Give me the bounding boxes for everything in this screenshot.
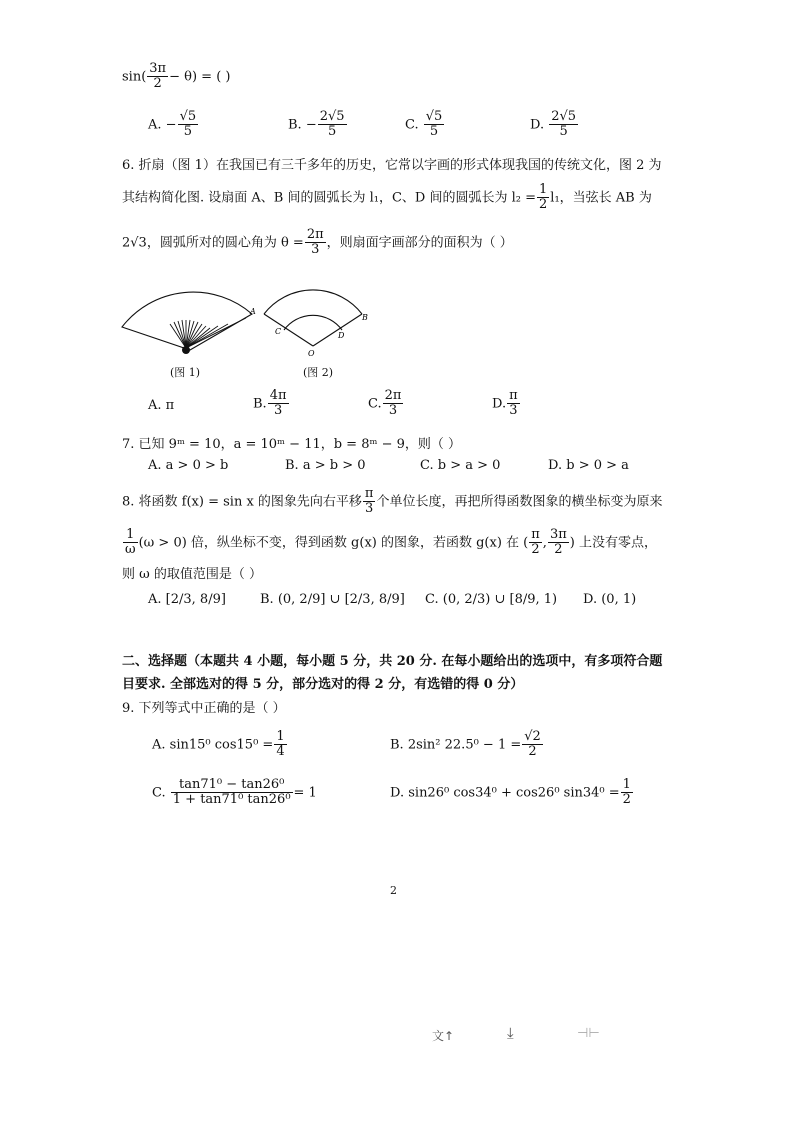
fig1-caption: (图 1) <box>170 366 201 379</box>
q6-option-a: A. π <box>148 398 175 413</box>
q5-stem <box>122 62 230 92</box>
q9-option-c: C. $\frac{\text{tan71⁰ − tan26⁰}}{\text{1 + tan71⁰ tan26⁰}}$ = 1 <box>152 777 317 808</box>
q8-option-c: C. (0, 2/3) ∪ [8/9, 1) <box>425 592 558 607</box>
q7-option-a: A. a > 0 > b <box>148 458 229 473</box>
q9-option-a: A. sin15⁰ cos15⁰ = $\frac{1}{4}$ <box>152 729 285 760</box>
split-icon[interactable]: ⊣⊢ <box>577 1026 600 1041</box>
section2-line2: 目要求. 全部选对的得 5 分，部分选对的得 2 分，有选错的得 0 分） <box>122 677 524 692</box>
q6-line2: 其结构简化图. 设扇面 A、B 间的圆弧长为 l₁，C、D 间的圆弧长为 l₂ = $\frac{1}{2}$ l₁，当弦长 AB 为 <box>122 182 652 213</box>
q6-option-b: B. $\frac{4\pi}{3}$ <box>253 388 287 419</box>
q8-line1: 8. 将函数 f(x) = sin x 的图象先向右平移 $\frac{\pi}{3}$ 个单位长度，再把所得函数图象的横坐标变为原来 <box>122 486 663 517</box>
q7-stem: 7. 已知 9ᵐ = 10，a = 10ᵐ − 11，b = 8ᵐ − 9，则（ ） <box>122 437 462 452</box>
q8-line2: $\frac{1}{\omega}$ (ω > 0) 倍，纵坐标不变，得到函数 g(x) 的图象，若函数 g(x) 在 ( $\frac{\pi}{2}$ , $\frac{3\pi}{2}$ ) 上没有零点， <box>125 527 657 558</box>
fan1-label-a: A <box>250 307 256 316</box>
q8-option-b: B. (0, 2/9] ∪ [2/3, 8/9] <box>260 592 405 607</box>
q9-option-b: B. 2sin² 22.5⁰ − 1 = $\frac{√2}{2}$ <box>390 729 541 760</box>
q7-option-b: B. a > b > 0 <box>285 458 366 473</box>
q8-option-d: D. (0, 1) <box>583 592 637 607</box>
q5-option-d: D. $\frac{2√5}{5}$ <box>530 109 577 140</box>
q6-option-d: D. $\frac{\pi}{3}$ <box>492 388 518 419</box>
fig2-caption: (图 2) <box>303 366 334 379</box>
fig2-label-d: D <box>338 331 345 340</box>
fan-figure-1 <box>118 272 258 360</box>
fig2-label-o: O <box>308 349 315 358</box>
q5-stem-frac: $\frac{3\pi}{2}$ <box>149 61 167 92</box>
q9-option-d: D. sin26⁰ cos34⁰ + cos26⁰ sin34⁰ = $\frac{1}{2}$ <box>390 777 631 808</box>
q5-option-a: A. − $\frac{√5}{5}$ <box>148 109 197 140</box>
text-direction-icon[interactable]: 文↑ <box>432 1029 455 1043</box>
q7-option-c: C. b > a > 0 <box>420 458 501 473</box>
q7-option-d: D. b > 0 > a <box>548 458 629 473</box>
q8-line3: 则 ω 的取值范围是（ ） <box>122 567 262 582</box>
section2-line1: 二、选择题（本题共 4 小题，每小题 5 分，共 20 分. 在每小题给出的选项中，有多项符合题 <box>122 654 663 669</box>
q5-option-b: B. − $\frac{2√5}{5}$ <box>288 109 345 140</box>
q6-line1: 6. 折扇（图 1）在我国已有三千多年的历史，它常以字画的形式体现我国的传统文化，图 2 为 <box>122 158 662 173</box>
page-number: 2 <box>390 884 397 897</box>
fan-figure-2 <box>258 272 378 360</box>
download-icon[interactable]: ⤓ <box>507 1024 514 1042</box>
q5-option-c: C. $\frac{√5}{5}$ <box>405 109 443 140</box>
q6-option-c: C. $\frac{2\pi}{3}$ <box>368 388 402 419</box>
fig2-label-c: C <box>275 327 282 336</box>
q5-stem-prefix: sin( <box>122 69 147 85</box>
q8-option-a: A. [2/3, 8/9] <box>148 592 226 607</box>
q5-stem-suffix: − θ) = ( ) <box>169 69 231 85</box>
q6-line3: 2√3，圆弧所对的圆心角为 θ = $\frac{2\pi}{3}$ ，则扇面字画部分的面积为（ ） <box>122 227 513 258</box>
q9-stem: 9. 下列等式中正确的是（ ） <box>122 701 286 716</box>
fig2-label-b: B <box>362 313 368 322</box>
